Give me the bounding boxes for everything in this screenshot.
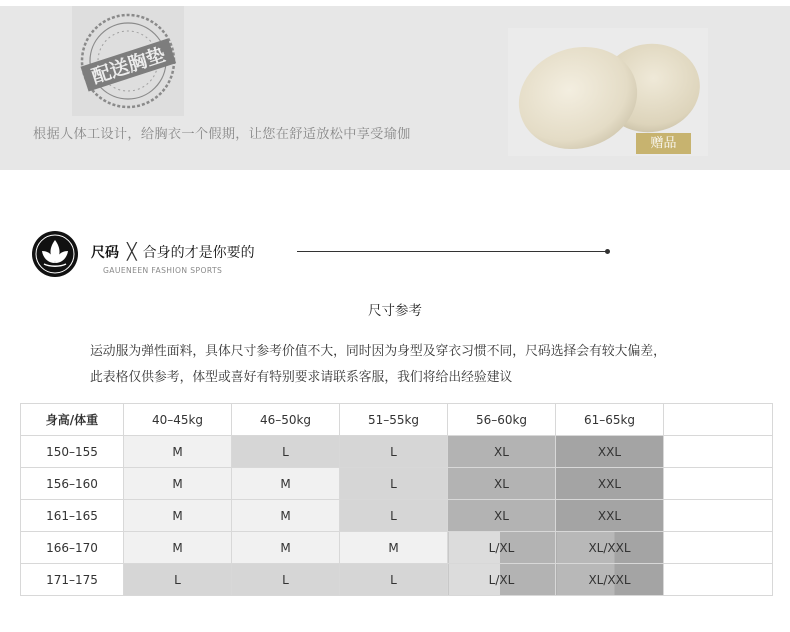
- size-cell: [664, 564, 773, 596]
- size-cell: M: [232, 500, 340, 532]
- size-reference-title: 尺寸参考: [368, 303, 422, 319]
- brand-subtitle: GAUENEEN FASHION SPORTS: [103, 266, 223, 275]
- height-cell: 171–175: [21, 564, 124, 596]
- size-cell: M: [124, 500, 232, 532]
- size-cell: M: [124, 468, 232, 500]
- size-cell: L: [340, 564, 448, 596]
- size-cell: M: [232, 468, 340, 500]
- size-cell: XL/XXL: [556, 564, 664, 596]
- gift-tag: 赠品: [636, 133, 691, 154]
- size-note-line-1: 运动服为弹性面料，具体尺寸参考价值不大，同时因为身型及穿衣习惯不同，尺码选择会有较大偏差，: [90, 344, 666, 359]
- gift-banner: [0, 0, 790, 170]
- size-cell: M: [124, 532, 232, 564]
- brand-lotus-logo-icon: [31, 230, 79, 278]
- size-cell: XL: [448, 468, 556, 500]
- weight-header: 51–55kg: [340, 404, 448, 436]
- weight-header: 46–50kg: [232, 404, 340, 436]
- size-cell: M: [232, 532, 340, 564]
- table-header-row: [21, 404, 773, 436]
- title-separator: ╳: [127, 242, 137, 261]
- stamp-icon: [72, 6, 184, 116]
- section-divider-dot: [605, 249, 610, 254]
- size-cell: XL: [448, 436, 556, 468]
- table-row: [21, 468, 773, 500]
- size-cell: XL: [448, 500, 556, 532]
- weight-header: [664, 404, 773, 436]
- size-cell: L: [340, 468, 448, 500]
- weight-header: 40–45kg: [124, 404, 232, 436]
- size-cell: [664, 500, 773, 532]
- size-note-line-2: 此表格仅供参考，体型或喜好有特别要求请联系客服，我们将给出经验建议: [90, 370, 513, 385]
- size-cell: L: [340, 500, 448, 532]
- banner-description: 根据人体工设计，给胸衣一个假期，让您在舒适放松中享受瑜伽: [33, 127, 411, 142]
- size-title-slogan: 合身的才是你要的: [142, 245, 255, 261]
- size-cell: XXL: [556, 436, 664, 468]
- height-cell: 150–155: [21, 436, 124, 468]
- size-cell: [664, 436, 773, 468]
- size-cell: M: [340, 532, 448, 564]
- table-row: [21, 500, 773, 532]
- size-cell: L: [124, 564, 232, 596]
- size-cell: XXL: [556, 500, 664, 532]
- section-divider-line: [297, 251, 607, 252]
- table-row: [21, 532, 773, 564]
- size-cell: XXL: [556, 468, 664, 500]
- table-row: [21, 436, 773, 468]
- size-cell: L/XL: [448, 532, 556, 564]
- size-cell: L: [232, 564, 340, 596]
- size-chart-table: [20, 403, 773, 596]
- weight-header: 61–65kg: [556, 404, 664, 436]
- size-cell: L/XL: [448, 564, 556, 596]
- size-cell: [664, 468, 773, 500]
- size-cell: L: [232, 436, 340, 468]
- weight-header: 56–60kg: [448, 404, 556, 436]
- size-cell: M: [124, 436, 232, 468]
- stamp-text: 配送胸垫: [89, 43, 169, 89]
- size-cell: L: [340, 436, 448, 468]
- corner-header: 身高/体重: [21, 404, 124, 436]
- height-cell: 156–160: [21, 468, 124, 500]
- size-cell: [664, 532, 773, 564]
- size-cell: XL/XXL: [556, 532, 664, 564]
- height-cell: 161–165: [21, 500, 124, 532]
- table-row: [21, 564, 773, 596]
- size-section-title: [91, 242, 255, 262]
- size-title-bold: 尺码: [91, 245, 119, 261]
- gift-stamp-badge: [72, 6, 184, 116]
- height-cell: 166–170: [21, 532, 124, 564]
